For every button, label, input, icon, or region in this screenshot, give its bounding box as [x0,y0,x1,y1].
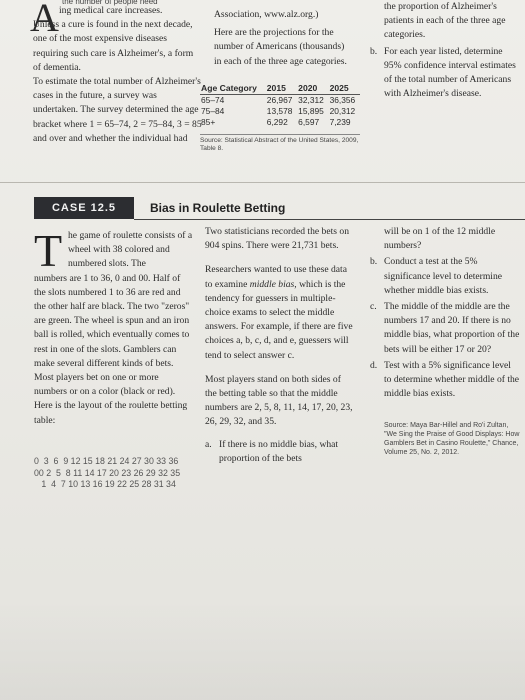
case-label: CASE 12.5 [34,197,134,219]
case-source: Source: Maya Bar-Hillel and Ro'i Zultan, "We Sing the Praise of Good Displays: How Gamblers Bet in Casino Roulette," Chance, Volume 25, No. 2, 2012. [384,422,520,457]
table-cell: 20,312 [329,106,356,116]
paragraph-alzheimers-intro: Unless a cure is found in the next decade, one of the most expensive diseases requiring such care is Alzheimer's, a form of dementia. [33,19,194,73]
emphasis-text: middle bias [249,278,295,290]
exercise-item-b [370,255,520,298]
roulette-row: 0 3 6 9 12 15 18 21 24 27 30 33 36 [34,456,179,466]
table-header-row [200,82,360,95]
text-span: , which is the tendency for guessers in multiple-choice exams to select the middle answers. For example, if there are five choices a, b, c, d, and e, guessers will tend to select answer c. [205,278,353,361]
case-intro-rest: numbers are 1 to 36, 0 and 00. Half of the slots numbered 1 to 36 are red and the other half are black. The two "zeros" are green. The wheel is spun and an iron ball is rolled, which eventually comes to rest in one of the slots. Gamblers can make several different kinds of bets. Most players bet on one or more numbers or on a color (black or red). Here is the layout of the roulette betting table: [34,272,190,426]
case-column-3 [370,225,520,457]
case-paragraph-middle-bias [205,263,355,362]
exercise-item-a [205,438,355,466]
paragraph-survey: To estimate the total number of Alzheimer's cases in the future, a survey was undertaken. The survey determined the age bracket where 1 = 65–74, 2 = 75–84, 3 = 85 and over and whether the individual had [33,76,202,144]
continued-text: will be on 1 of the 12 middle numbers? [384,226,496,252]
exercise-item-d [370,359,520,402]
table-cell: 13,578 [266,106,293,116]
table-header: 2015 [266,82,297,95]
page-shadow [0,600,525,700]
case-column-2 [205,225,355,466]
table-header: 2025 [329,82,360,95]
exercise-item-b [370,45,520,102]
continued-text: the proportion of Alzheimer's patients in each of the three age categories. [384,1,506,41]
text-span: Researchers wanted to use these data to examine [205,264,347,290]
table-cell: 7,239 [329,117,351,127]
table-cell: 32,312 [298,95,324,105]
projection-table [200,82,360,153]
projection-paragraph: Here are the projections for the number of Americans (thousands) in each of the three age categories. [214,27,347,67]
case-title-underline [134,219,525,220]
top-column-1 [33,4,203,146]
case-paragraph-spins: Two statisticians recorded the bets on 904 spins. There were 21,731 bets. [205,226,349,252]
heading-fragment: the number of people need [62,0,158,6]
item-text: For each year listed, determine 95% confidence interval estimates of the total number of Americans with Alzheimer's disease. [384,45,516,100]
case-title: Bias in Roulette Betting [150,201,286,215]
roulette-layout [34,456,199,491]
case-column-1 [34,225,194,428]
table-source: Source: Statistical Abstract of the United States, 2009, Table 8. [200,134,360,153]
item-label: d. [370,359,378,371]
item-text: Conduct a test at the 5% significance level to determine whether middle bias exists. [384,256,503,296]
table-row [200,117,360,128]
item-label: b. [370,45,378,57]
item-label: a. [205,438,212,450]
item-label: b. [370,256,378,268]
item-label: c. [370,301,377,313]
top-column-2 [214,8,354,69]
table-row [200,106,360,117]
item-text: If there is no middle bias, what proportion of the bets [219,438,339,464]
table-cell: 26,967 [266,95,293,105]
exercise-item-c [370,300,520,357]
item-text: The middle of the middle are the numbers 17 and 20. If there is no middle bias, what proportion of the bets will be either 17 or 20? [384,301,520,355]
drop-cap-letter: A [30,0,59,40]
item-text: Test with a 5% significance level to determine whether middle of the middle bias exists. [384,359,520,400]
roulette-row: 00 2 5 8 11 14 17 20 23 26 29 32 35 [34,467,181,478]
drop-cap-T: T [34,225,63,276]
association-line: Association, www.alz.org.) [214,9,319,20]
table-header: Age Category [200,82,266,95]
table-cell: 85+ [201,117,216,127]
top-column-3 [370,0,520,101]
table-cell: 6,292 [266,117,288,127]
table-cell: 65–74 [201,95,225,105]
table-cell: 36,356 [329,95,356,105]
paragraph-first-line: ing medical care increases. [59,5,163,16]
case-intro-lines: he game of roulette consists of a wheel with 38 colored and numbered slots. The [68,230,193,270]
section-divider [0,182,525,183]
table-cell: 15,895 [298,106,324,116]
table-header: 2020 [297,82,328,95]
table-cell: 6,597 [298,117,320,127]
case-paragraph-middle-numbers: Most players stand on both sides of the betting table so that the middle numbers are 2, 5, 8, 11, 14, 17, 20, 23, 26, 29, 32, and 35. [205,373,353,428]
roulette-row: 1 4 7 10 13 16 19 22 25 28 31 34 [34,479,176,489]
table-cell: 75–84 [201,106,225,116]
table-row [200,95,360,107]
